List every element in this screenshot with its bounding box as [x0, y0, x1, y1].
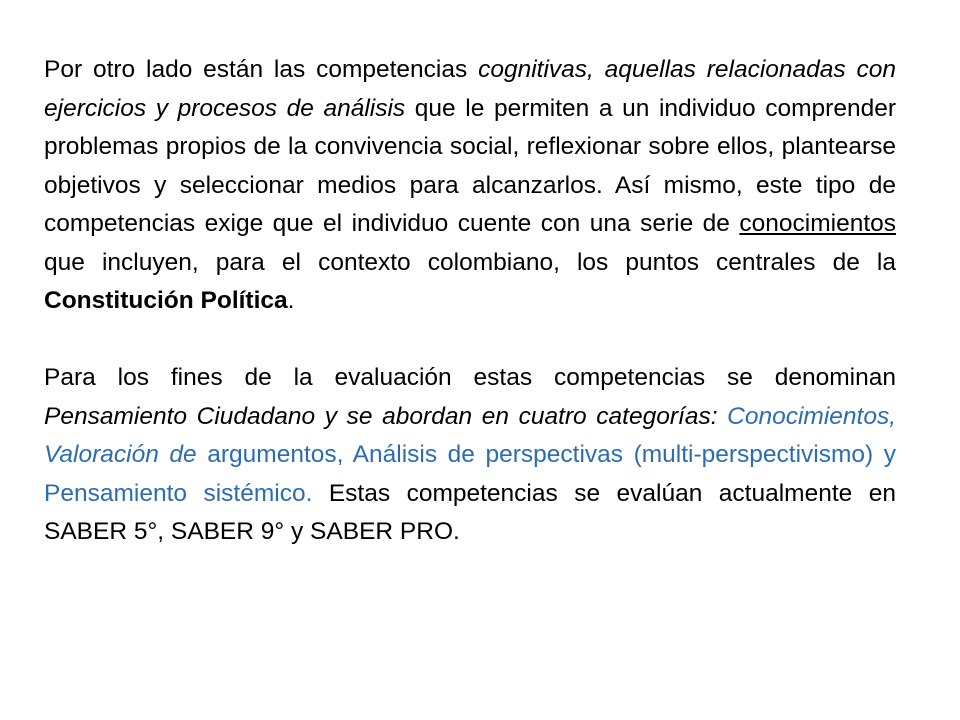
p1-underlined-conocimientos: conocimientos [739, 210, 896, 237]
p2-blue-categorias: argumentos, Análisis de perspectivas (multi-perspectivismo) y Pensamiento sistémico. [44, 441, 896, 507]
p2-blue-italic-categorias: Conocimientos, Valoración de [44, 402, 896, 468]
slide-content [44, 51, 896, 552]
p2-text-saber: Estas competencias se evalúan actualmente en SABER 5°, SABER 9° y SABER PRO. [44, 479, 896, 545]
p1-text-4: . [287, 287, 295, 314]
p1-text-1: Por otro lado están las competencias [44, 56, 479, 83]
p1-bold-constitucion: Constitución Política [44, 287, 288, 314]
p2-italic-pensamiento: Pensamiento Ciudadano y se abordan en cuatro categorías: [44, 402, 728, 430]
paragraph-spacer [44, 321, 896, 360]
p2-text-1: Para los fines de la evaluación estas competencias se denominan [44, 364, 896, 391]
p1-text-2: que le permiten a un individuo comprender problemas propios de la convivencia social, reflexionar sobre ellos, plantearse objetivos y seleccionar medios para alcanzarlos. Así mismo, este tipo de competencias exige que el individuo cuente con una serie de [44, 94, 897, 237]
p1-text-3: que incluyen, para el contexto colombiano, los puntos centrales de la [44, 248, 896, 276]
paragraph-competencias-cognitivas [44, 51, 896, 321]
paragraph-pensamiento-ciudadano [44, 359, 896, 552]
p1-italic-cognitivas: cognitivas, aquellas relacionadas con ejercicios y procesos de análisis [44, 56, 896, 122]
